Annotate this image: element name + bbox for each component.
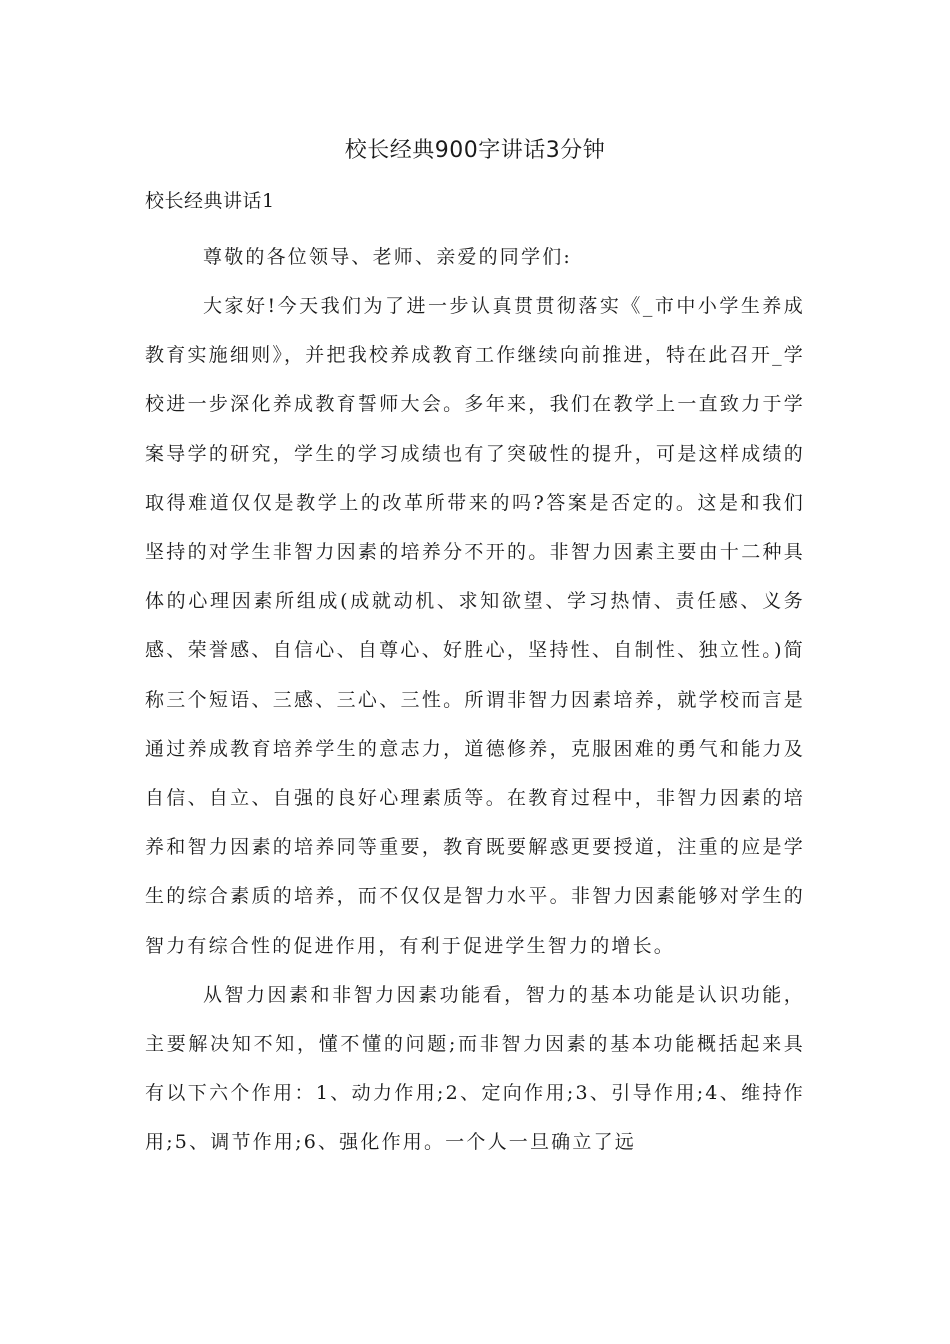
body-paragraph-1: 大家好!今天我们为了进一步认真贯贯彻落实《_市中小学生养成教育实施细则》，并把我校养成教育工作继续向前推进，特在此召开_学校进一步深化养成教育誓师大会。多年来，我们在教学上一直致力于学案导学的研究，学生的学习成绩也有了突破性的提升，可是这样成绩的取得难道仅仅是教学上的改革所带来的吗?答案是否定的。这是和我们坚持的对学生非智力因素的培养分不开的。非智力因素主要由十二种具体的心理因素所组成(成就动机、求知欲望、学习热情、责任感、义务感、荣誉感、自信心、自尊心、好胜心，坚持性、自制性、独立性。)简称三个短语、三感、三心、三性。所谓非智力因素培养，就学校而言是通过养成教育培养学生的意志力，道德修养，克服困难的勇气和能力及自信、自立、自强的良好心理素质等。在教育过程中，非智力因素的培养和智力因素的培养同等重要，教育既要解惑更要授道，注重的应是学生的综合素质的培养，而不仅仅是智力水平。非智力因素能够对学生的智力有综合性的促进作用，有利于促进学生智力的增长。 [145, 295, 805, 957]
greeting-line: 尊敬的各位领导、老师、亲爱的同学们: [203, 246, 573, 268]
document-body [145, 232, 805, 1168]
document-title: 校长经典900字讲话3分钟 [344, 138, 606, 163]
document-subtitle: 校长经典讲话1 [145, 190, 275, 212]
body-paragraph-2: 从智力因素和非智力因素功能看，智力的基本功能是认识功能，主要解决知不知，懂不懂的问题;而非智力因素的基本功能概括起来具有以下六个作用：1、动力作用;2、定向作用;3、引导作用;4、维持作用;5、调节作用;6、强化作用。一个人一旦确立了远 [145, 983, 805, 1154]
